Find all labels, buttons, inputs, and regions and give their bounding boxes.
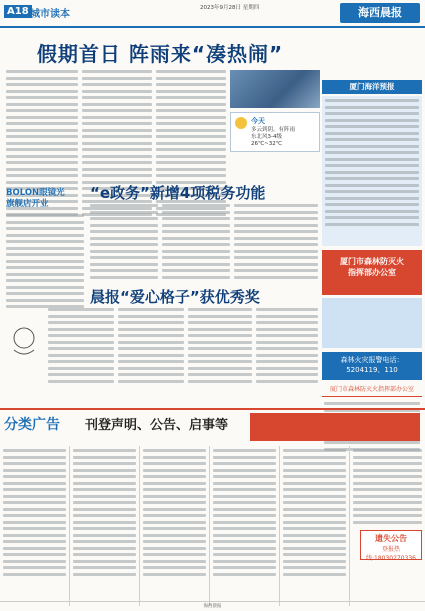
issue-meta: 2023年9月28日 星期四 xyxy=(200,5,260,11)
love-column-3 xyxy=(188,308,252,386)
sun-icon xyxy=(235,117,247,129)
classified-col-4 xyxy=(210,446,280,606)
classified-title: 分类广告 xyxy=(4,417,60,433)
section-title: 城市读本 xyxy=(30,9,70,20)
fire-prevention-graphic xyxy=(322,298,422,348)
classified-col-5 xyxy=(280,446,350,606)
page-footer: 海西晨报 xyxy=(0,601,425,611)
newspaper-logo: 海西晨报 xyxy=(340,3,420,23)
lost-notice-title: 遗失公告 xyxy=(375,534,407,543)
doodle-illustration xyxy=(4,320,44,360)
weather-box xyxy=(230,112,320,152)
marine-forecast-body xyxy=(322,96,422,246)
classified-col-2 xyxy=(70,446,140,606)
classified-main-title: 刊登声明、公告、启事等 xyxy=(85,418,229,433)
love-grid-headline: 晨报“爱心格子”获优秀奖 xyxy=(90,288,260,306)
classified-section xyxy=(0,408,425,611)
fire-hotline: 森林火灾报警电话： 5204119、110 xyxy=(322,352,422,380)
page-header xyxy=(0,0,425,28)
bolon-headline: BOLON眼镜光 旗舰店开业 xyxy=(6,188,65,209)
classified-col-1 xyxy=(0,446,70,606)
page-number: A18 xyxy=(4,5,32,18)
egov-headline: “e政务”新增4项税务功能 xyxy=(90,184,266,202)
love-column-4 xyxy=(256,308,318,386)
love-column-1 xyxy=(48,308,114,386)
main-headline: 假期首日 阵雨来“凑热闹” xyxy=(36,42,284,66)
lost-notice-box xyxy=(360,530,422,560)
bolon-article xyxy=(6,214,84,312)
classified-col-3 xyxy=(140,446,210,606)
weather-desc: 多云到阴，有阵雨 东北风3-4级 26℃~32℃ xyxy=(251,127,296,147)
classified-col-6 xyxy=(350,446,425,606)
fire-office-note: 厦门市森林防灭火指挥部办公室 xyxy=(322,383,422,397)
egov-column-3 xyxy=(234,204,318,282)
marine-forecast-title: 厦门海洋预报 xyxy=(322,80,422,94)
classified-red-banner xyxy=(250,413,420,441)
egov-column-1 xyxy=(90,204,158,282)
love-column-2 xyxy=(118,308,184,386)
lost-notice-phone: 登报热线:18030270336 xyxy=(365,546,416,562)
classified-grid xyxy=(0,446,425,606)
fire-prevention-banner: 厦门市森林防灭火 指挥部办公室 xyxy=(322,250,422,295)
egov-column-2 xyxy=(162,204,230,282)
news-photo xyxy=(230,70,320,108)
weather-title: 今天 xyxy=(251,117,265,125)
